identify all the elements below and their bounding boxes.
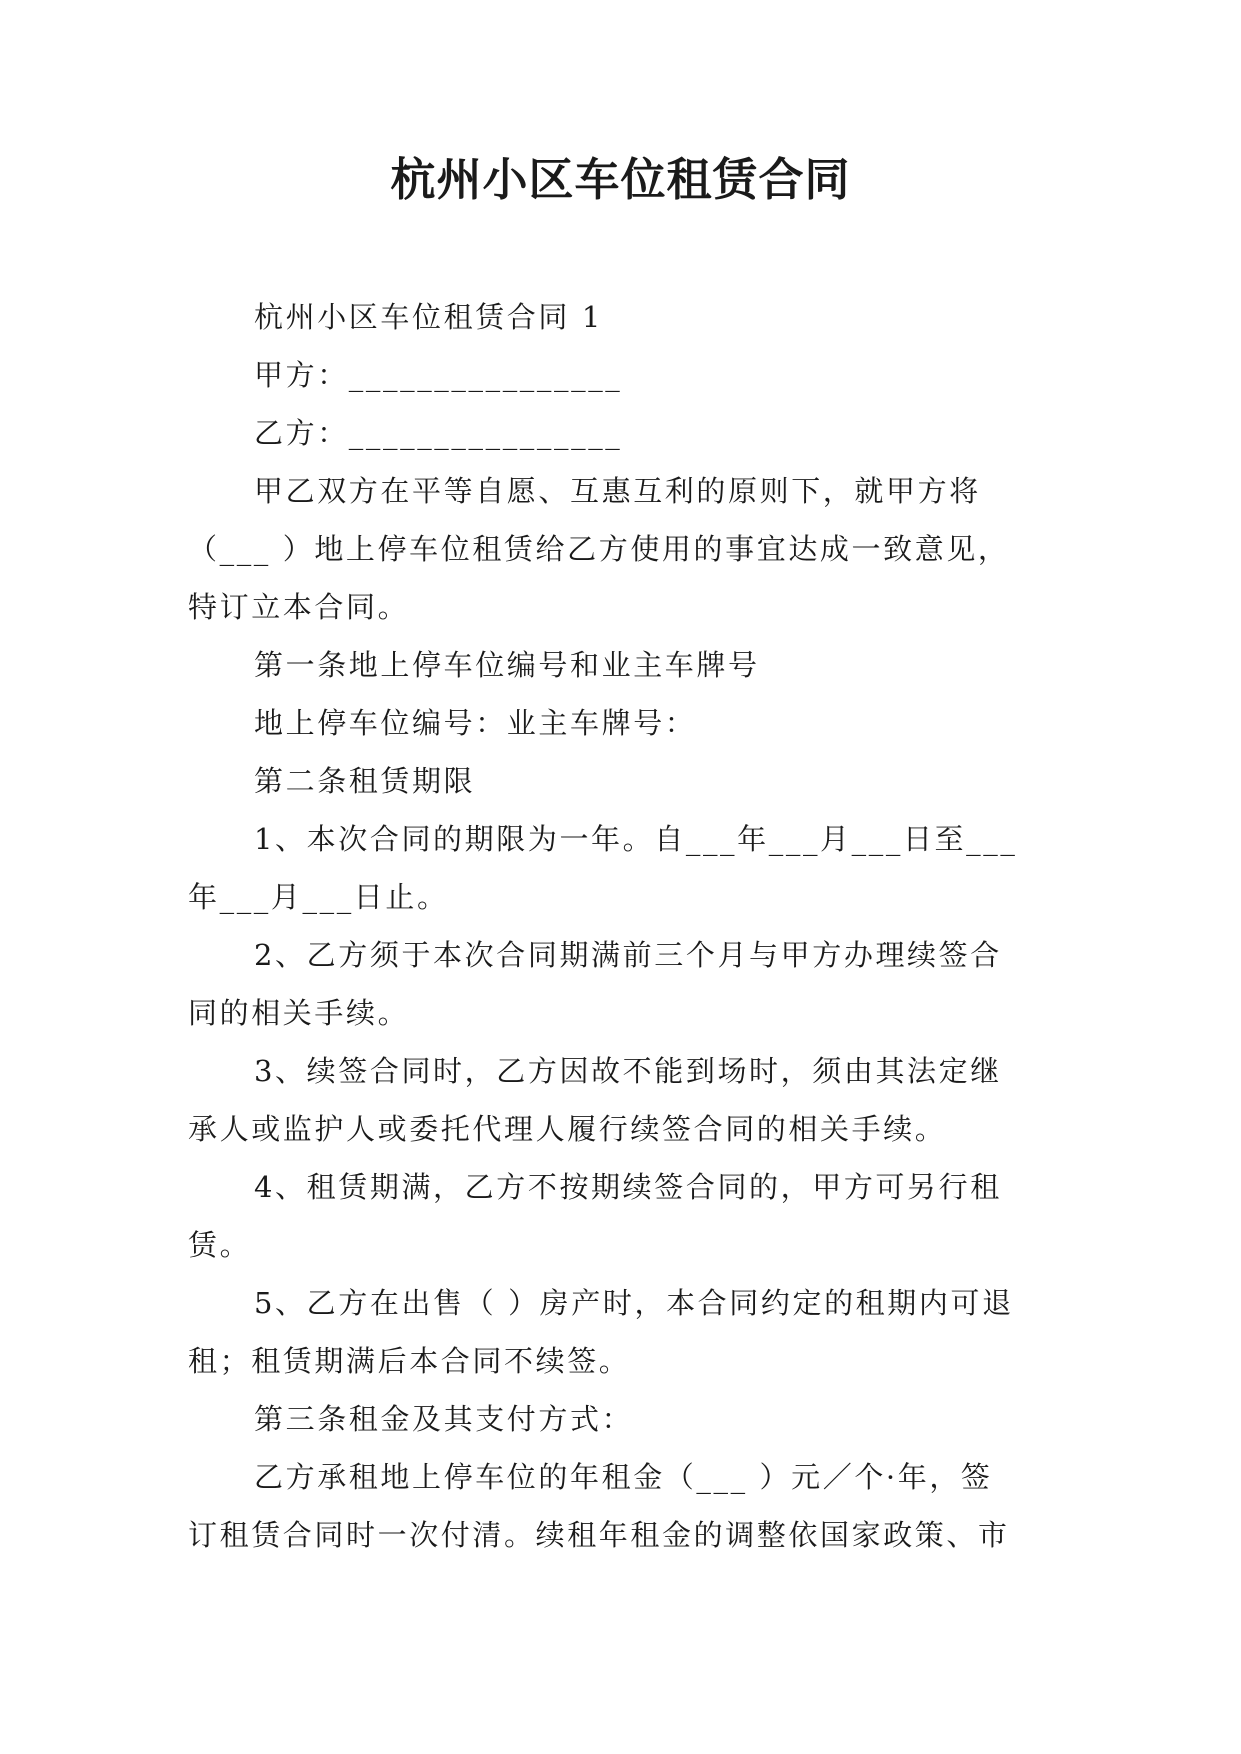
article-heading: 第二条租赁期限 (254, 764, 476, 798)
clause-paragraph (188, 1042, 1050, 1158)
clause-paragraph (188, 810, 1050, 926)
text-line: 特订立本合同。 (188, 590, 410, 624)
text-line: 4、租赁期满，乙方不按期续签合同的，甲方可另行租 (254, 1170, 1002, 1204)
text-line: 杭州小区车位租赁合同 1 (254, 300, 603, 334)
text-line: 甲乙双方在平等自愿、互惠互利的原则下，就甲方将 (254, 474, 981, 508)
preamble-paragraph (188, 462, 1050, 636)
text-line: 5、乙方在出售（ ）房产时，本合同约定的租期内可退 (254, 1286, 1014, 1320)
clause-paragraph (188, 1274, 1050, 1390)
clause-paragraph (188, 1448, 1050, 1564)
document-body (188, 288, 1050, 1564)
text-line: 同的相关手续。 (188, 996, 410, 1030)
text-line: 地上停车位编号：业主车牌号： (254, 706, 697, 740)
text-line: 3、续签合同时，乙方因故不能到场时，须由其法定继 (254, 1054, 1002, 1088)
text-line: 订租赁合同时一次付清。续租年租金的调整依国家政策、市 (188, 1518, 1010, 1552)
clause-paragraph (188, 926, 1050, 1042)
document-title: 杭州小区车位租赁合同 (390, 153, 851, 206)
party-b-line: 乙方：________________ (254, 416, 623, 450)
text-line: 承人或监护人或委托代理人履行续签合同的相关手续。 (188, 1112, 947, 1146)
text-line: 赁。 (188, 1228, 252, 1262)
text-line: 年___月___日止。 (188, 880, 449, 914)
text-line: 乙方承租地上停车位的年租金（___ ）元／个·年，签 (254, 1460, 993, 1494)
article-heading: 第一条地上停车位编号和业主车牌号 (254, 648, 760, 682)
text-line: 1、本次合同的期限为一年。自___年___月___日至___ (254, 822, 1018, 856)
text-line: 租；租赁期满后本合同不续签。 (188, 1344, 631, 1378)
text-line: （___ ）地上停车位租赁给乙方使用的事宜达成一致意见， (188, 532, 1010, 566)
text-line: 2、乙方须于本次合同期满前三个月与甲方办理续签合 (254, 938, 1002, 972)
article-heading: 第三条租金及其支付方式： (254, 1402, 634, 1436)
clause-paragraph (188, 1158, 1050, 1274)
party-a-line: 甲方：________________ (254, 358, 623, 392)
